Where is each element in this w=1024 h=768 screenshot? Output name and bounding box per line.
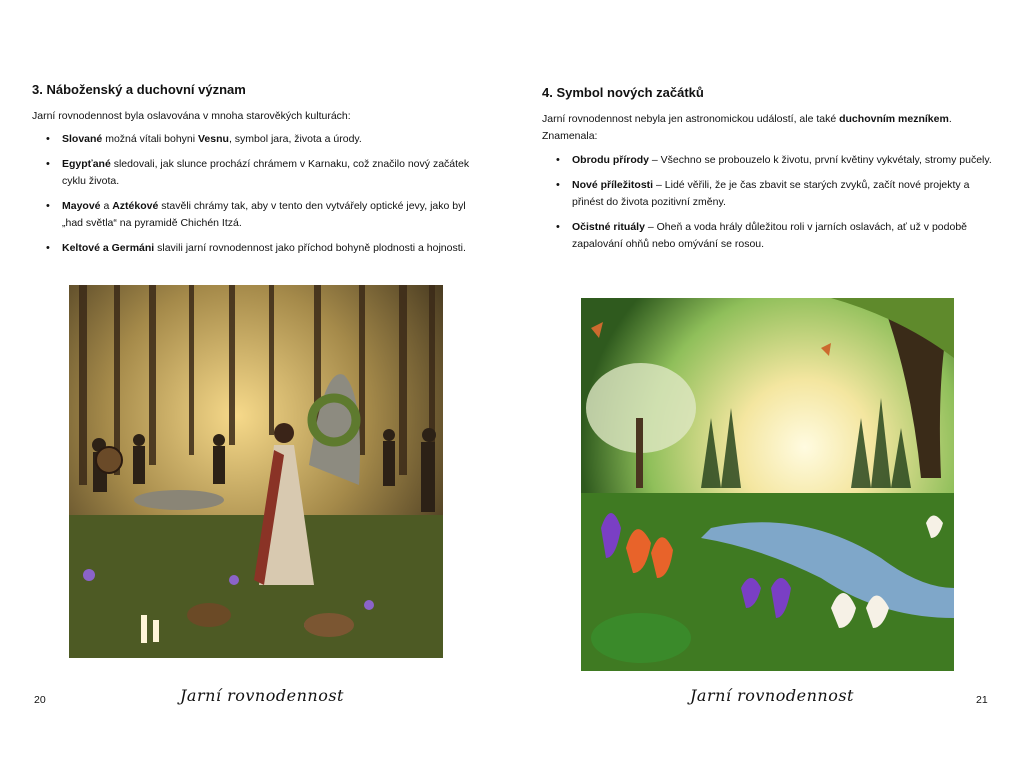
- list-item: • Slované možná vítali bohyni Vesnu, symbol jara, života a úrody.: [46, 131, 488, 148]
- bullet-list: [556, 152, 996, 261]
- footer-title: Jarní rovnodennost: [690, 686, 854, 705]
- list-item: • Očistné rituály – Oheň a voda hrály důležitou roli v jarních oslavách, ať už v podobě zapalování ohňů nebo omývání se rosou.: [556, 219, 996, 253]
- bullet-list: [46, 131, 488, 265]
- page-number: 20: [34, 694, 46, 706]
- intro-paragraph: Jarní rovnodennost nebyla jen astronomickou událostí, ale také duchovním mezníkem. Znamenala:: [542, 113, 952, 142]
- list-item: • Mayové a Aztékové stavěli chrámy tak, aby v tento den vytvářely optické jevy, jako byl „had světla“ na pyramidě Chichén Itzá.: [46, 198, 488, 232]
- list-item: • Keltové a Germáni slavili jarní rovnodennost jako příchod bohyně plodnosti a hojnosti.: [46, 240, 488, 257]
- ritual-forest-illustration: [69, 285, 443, 658]
- spring-meadow-illustration: [581, 298, 954, 671]
- list-item: • Egypťané sledovali, jak slunce prochází chrámem v Karnaku, což značilo nový začátek cyklu života.: [46, 156, 488, 190]
- intro-paragraph: Jarní rovnodennost byla oslavována v mnoha starověkých kulturách:: [32, 110, 351, 122]
- right-page: [512, 0, 1024, 768]
- list-item: • Obrodu přírody – Všechno se probouzelo k životu, první květiny vykvétaly, stromy pučely.: [556, 152, 996, 169]
- section-heading: 3. Náboženský a duchovní význam: [32, 82, 246, 97]
- section-heading: 4. Symbol nových začátků: [542, 85, 704, 100]
- page-number: 21: [976, 694, 988, 706]
- list-item: • Nové příležitosti – Lidé věřili, že je čas zbavit se starých zvyků, začít nové projekty a přinést do života pozitivní změny.: [556, 177, 996, 211]
- footer-title: Jarní rovnodennost: [180, 686, 344, 705]
